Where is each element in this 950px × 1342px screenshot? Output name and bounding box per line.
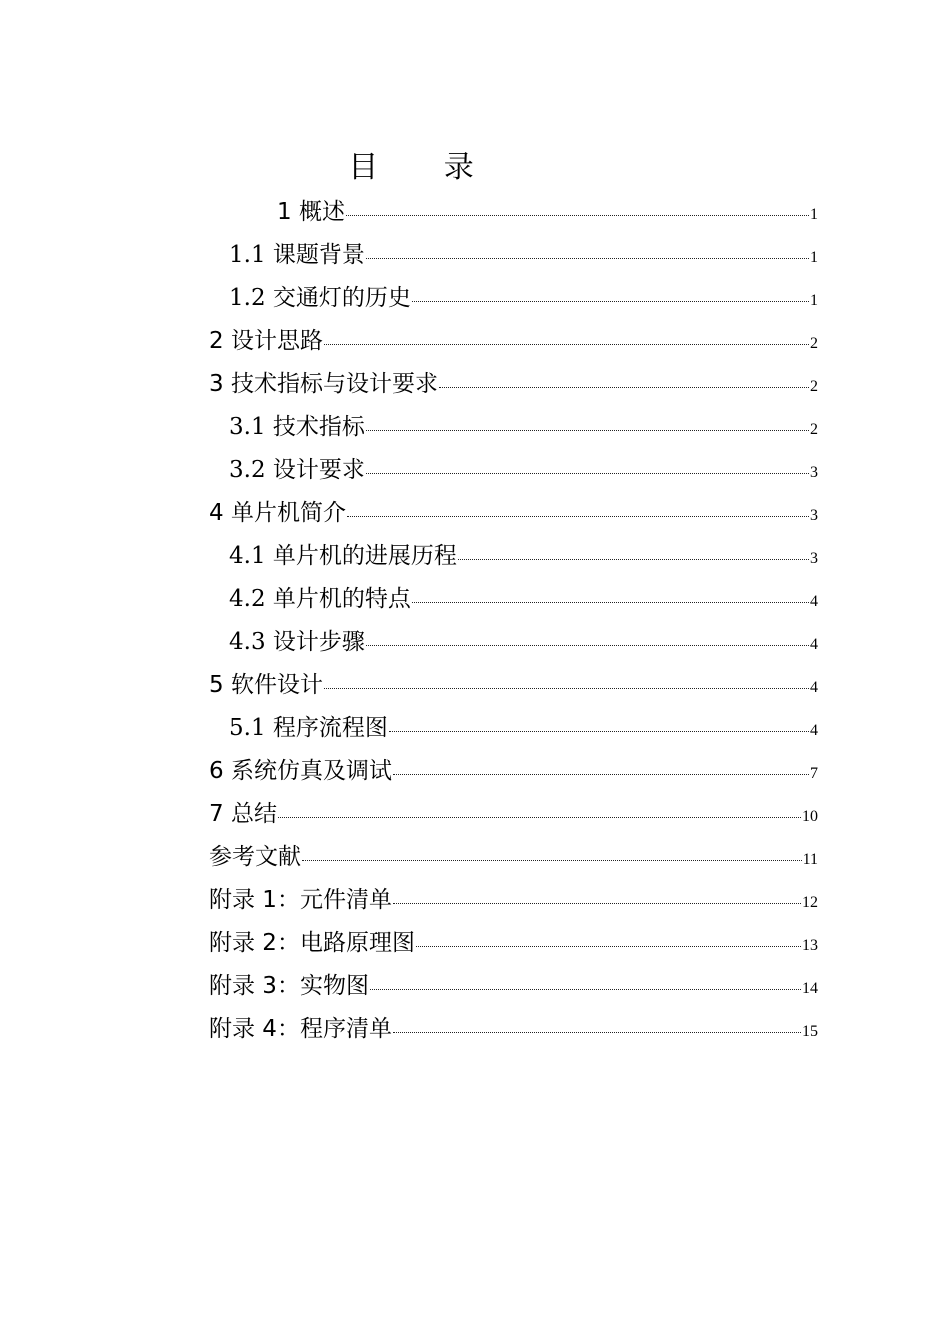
- toc-entry-label: 4 单片机简介: [209, 500, 346, 526]
- toc-leader-dots: [370, 989, 801, 990]
- toc-leader-dots: [393, 774, 809, 775]
- toc-leader-dots: [393, 1032, 801, 1033]
- toc-entry[interactable]: [229, 240, 818, 270]
- toc-entry-label: 3.2 设计要求: [229, 457, 365, 483]
- toc-leader-dots: [366, 430, 809, 431]
- toc-entry-page-number: 14: [802, 980, 818, 997]
- toc-entry-label: 4.1 单片机的进展历程: [229, 543, 457, 569]
- toc-entry-page-number: 13: [802, 937, 818, 954]
- toc-leader-dots: [389, 731, 809, 732]
- toc-entry-page-number: 11: [802, 851, 818, 868]
- toc-entry-label: 2 设计思路: [209, 328, 323, 354]
- toc-entry-label: 参考文献: [209, 844, 301, 870]
- toc-heading: [0, 148, 950, 188]
- toc-entry-page-number: 12: [802, 894, 818, 911]
- toc-entry[interactable]: [209, 1014, 818, 1044]
- toc-entry-page-number: 2: [810, 421, 818, 438]
- toc-leader-dots: [366, 258, 809, 259]
- toc-entry[interactable]: [229, 541, 818, 571]
- toc-entry-label: 附录 3：实物图: [209, 973, 369, 999]
- toc-entry[interactable]: [209, 756, 818, 786]
- toc-title: 目 录: [348, 150, 502, 185]
- toc-leader-dots: [412, 301, 809, 302]
- toc-entry[interactable]: [229, 412, 818, 442]
- toc-entry-label: 1.2 交通灯的历史: [229, 285, 411, 311]
- toc-entry-page-number: 3: [810, 464, 818, 481]
- toc-entry-label: 4.2 单片机的特点: [229, 586, 411, 612]
- toc-entry-label: 5.1 程序流程图: [229, 715, 388, 741]
- toc-leader-dots: [366, 473, 809, 474]
- toc-entry[interactable]: [209, 842, 818, 872]
- toc-leader-dots: [278, 817, 801, 818]
- toc-entry-page-number: 7: [810, 765, 818, 782]
- toc-leader-dots: [346, 215, 809, 216]
- toc-entry-label: 5 软件设计: [209, 672, 323, 698]
- toc-entry[interactable]: [229, 713, 818, 743]
- toc-leader-dots: [366, 645, 809, 646]
- toc-entry-page-number: 10: [802, 808, 818, 825]
- toc-leader-dots: [302, 860, 802, 861]
- toc-entry-label: 附录 1：元件清单: [209, 887, 392, 913]
- toc-leader-dots: [458, 559, 809, 560]
- toc-entry-label: 7 总结: [209, 801, 277, 827]
- toc-entry[interactable]: [229, 455, 818, 485]
- toc-entry[interactable]: [229, 283, 818, 313]
- toc-entry-label: 4.3 设计步骤: [229, 629, 365, 655]
- toc-leader-dots: [412, 602, 809, 603]
- toc-leader-dots: [347, 516, 809, 517]
- toc-entry-label: 1.1 课题背景: [229, 242, 365, 268]
- toc-entry[interactable]: [209, 928, 818, 958]
- toc-entry-page-number: 2: [810, 378, 818, 395]
- toc-entry[interactable]: [277, 197, 818, 227]
- toc-entry-page-number: 4: [810, 593, 818, 610]
- toc-leader-dots: [324, 344, 809, 345]
- toc-entry-page-number: 1: [810, 292, 818, 309]
- toc-entry[interactable]: [209, 670, 818, 700]
- toc-entry-page-number: 1: [810, 206, 818, 223]
- toc-entry-label: 1 概述: [277, 199, 345, 225]
- toc-entry-page-number: 2: [810, 335, 818, 352]
- toc-entry-page-number: 4: [810, 722, 818, 739]
- toc-entry-label: 附录 4：程序清单: [209, 1016, 392, 1042]
- toc-entry-label: 3.1 技术指标: [229, 414, 365, 440]
- toc-entry[interactable]: [209, 799, 818, 829]
- toc-entry-page-number: 3: [810, 507, 818, 524]
- toc-entry[interactable]: [209, 326, 818, 356]
- toc-leader-dots: [439, 387, 809, 388]
- toc-entry-label: 3 技术指标与设计要求: [209, 371, 438, 397]
- toc-entry[interactable]: [209, 885, 818, 915]
- toc-leader-dots: [393, 903, 801, 904]
- toc-entry[interactable]: [209, 369, 818, 399]
- toc-entry-label: 6 系统仿真及调试: [209, 758, 392, 784]
- toc-entry-page-number: 1: [810, 249, 818, 266]
- toc-entry-label: 附录 2：电路原理图: [209, 930, 415, 956]
- toc-leader-dots: [416, 946, 801, 947]
- toc-entry[interactable]: [209, 498, 818, 528]
- toc-entry[interactable]: [229, 627, 818, 657]
- toc-entry-page-number: 15: [802, 1023, 818, 1040]
- toc-entry-page-number: 4: [810, 679, 818, 696]
- toc-entry[interactable]: [229, 584, 818, 614]
- toc-leader-dots: [324, 688, 809, 689]
- toc-entry-page-number: 3: [810, 550, 818, 567]
- toc-entry[interactable]: [209, 971, 818, 1001]
- toc-entry-page-number: 4: [810, 636, 818, 653]
